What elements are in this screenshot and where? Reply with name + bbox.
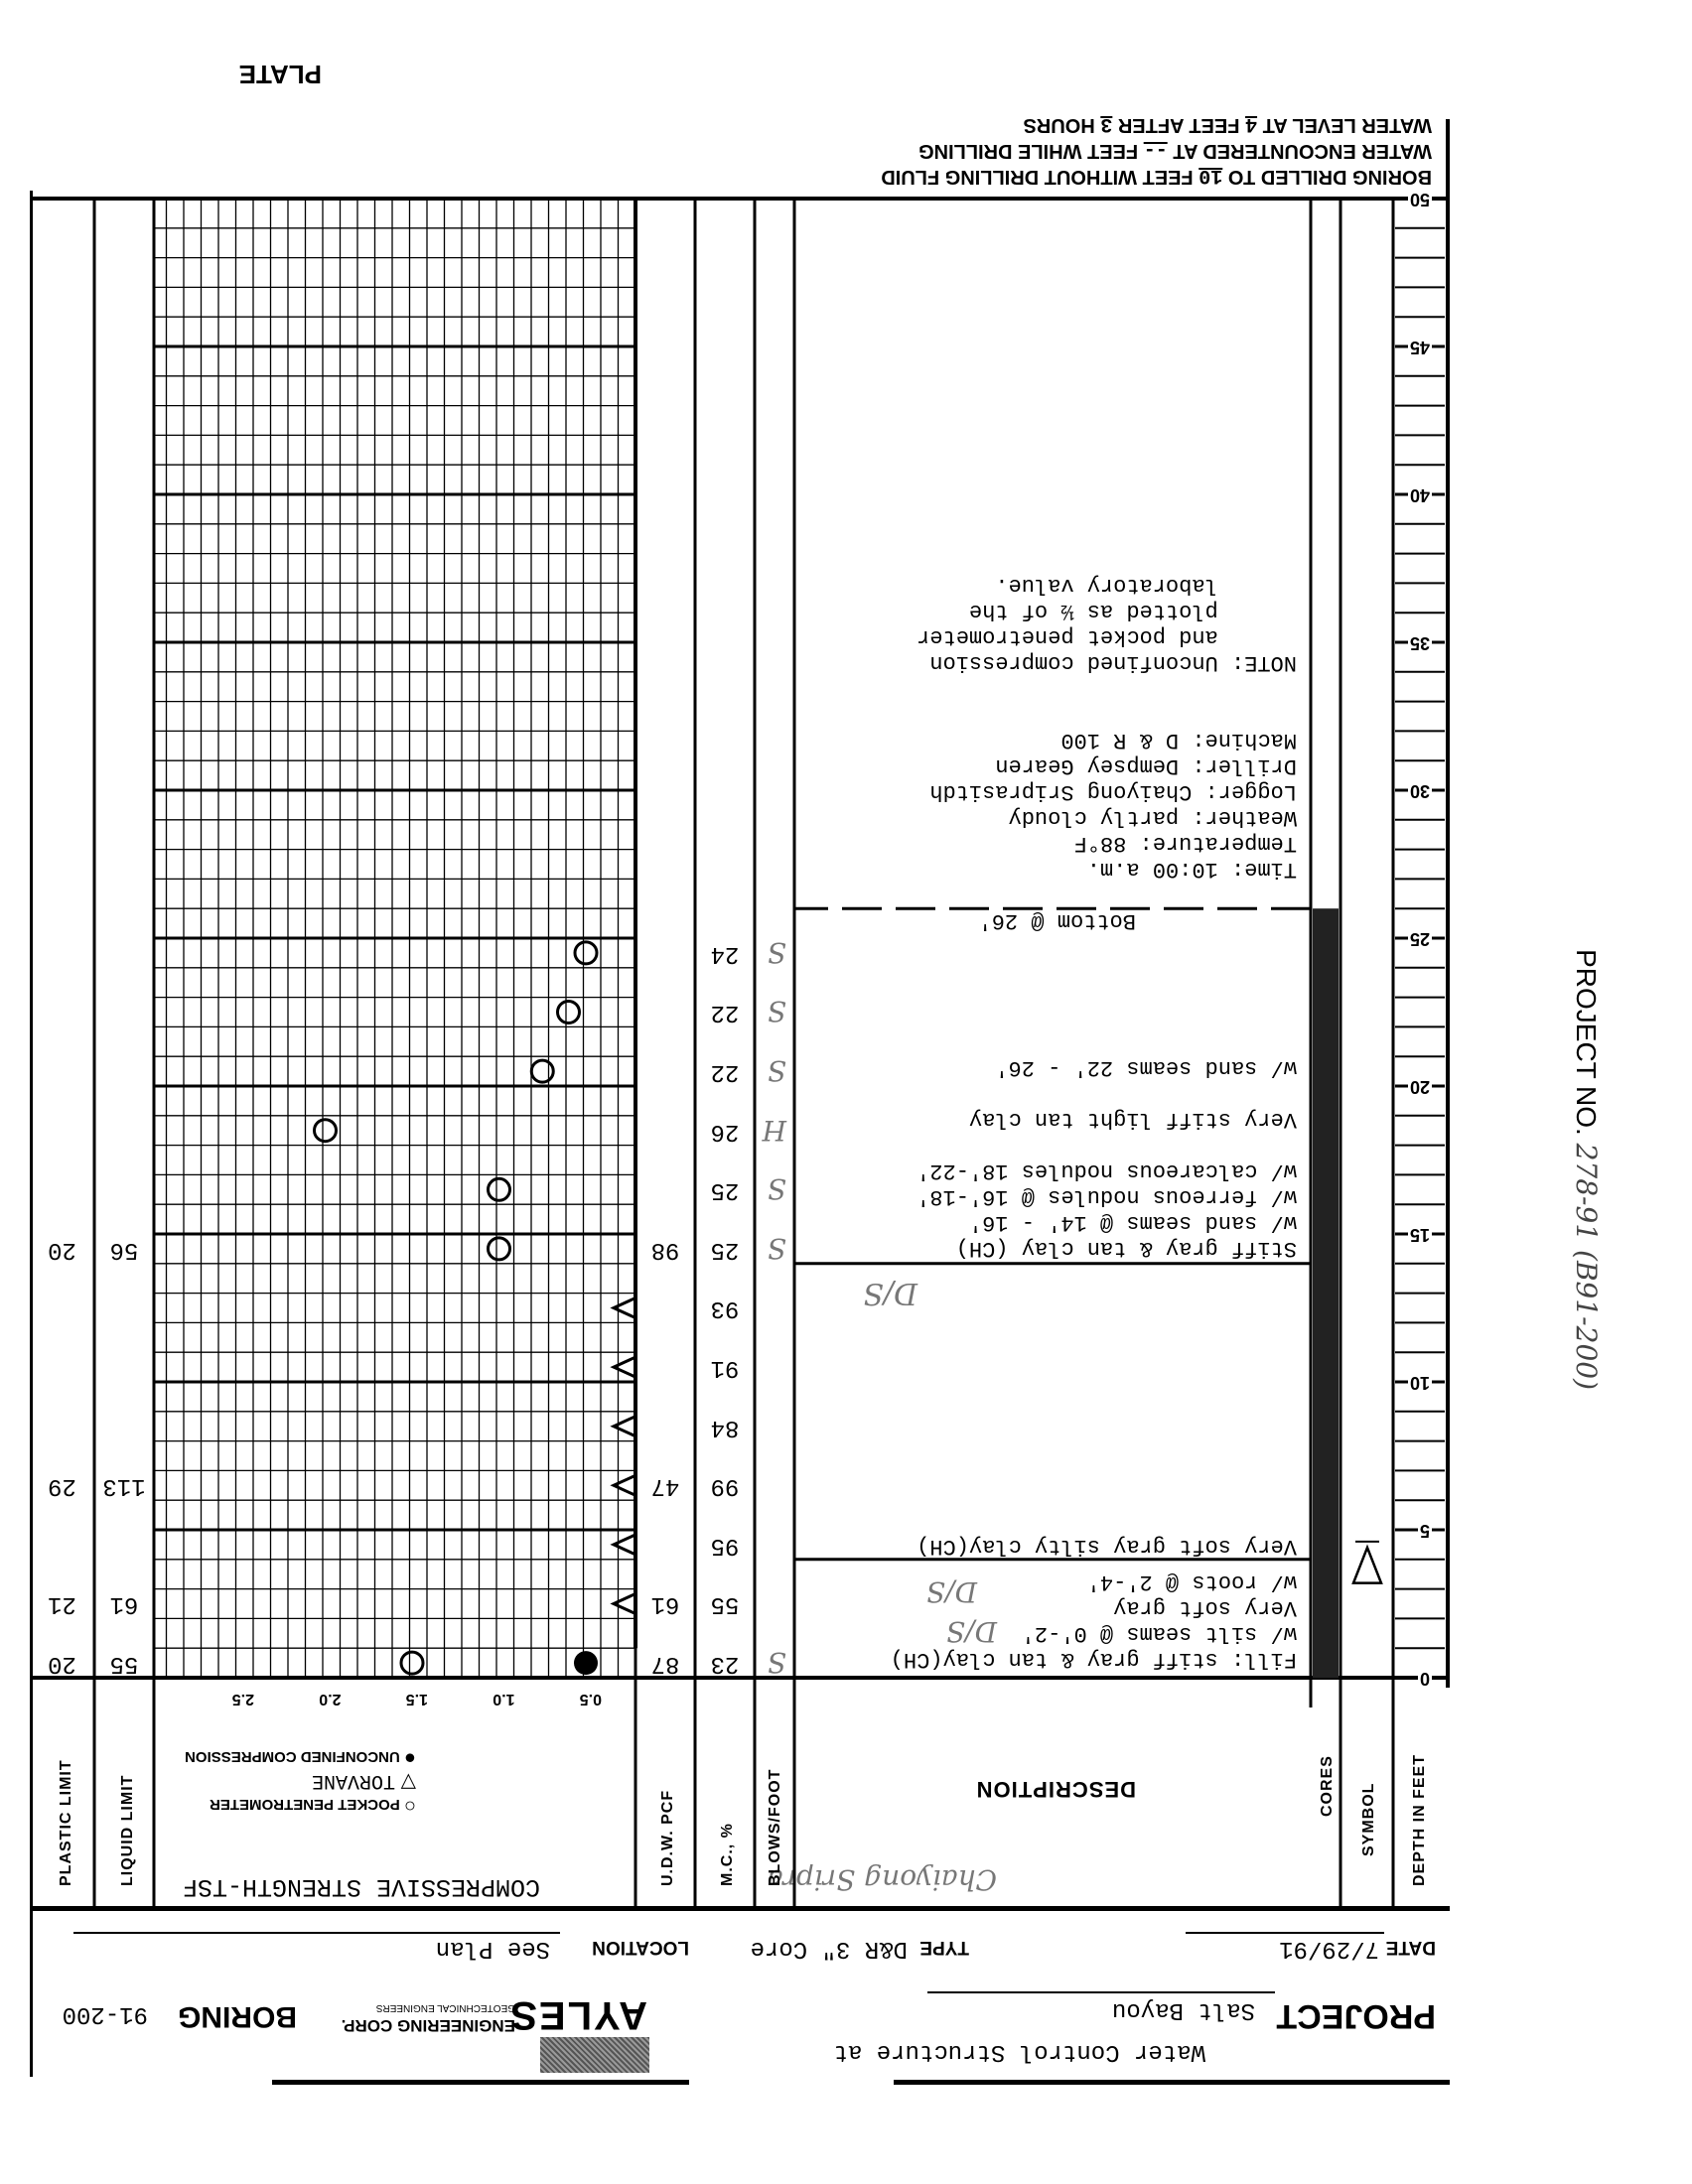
plastic-limit: 20 — [48, 1650, 76, 1678]
plastic-limit: 20 — [48, 1235, 76, 1263]
blows-sample-type: S — [767, 995, 786, 1028]
core-recovery-bar — [1313, 908, 1339, 1678]
project-label: PROJECT — [1276, 1997, 1436, 2035]
moisture-content: 23 — [710, 1650, 740, 1678]
project-line1: Water Control Structure at — [833, 2038, 1205, 2065]
moisture-content: 25 — [710, 1235, 740, 1263]
triangle-down-icon: ▽ — [400, 1771, 416, 1793]
moisture-content: 91 — [710, 1354, 740, 1382]
stratum-bottom: Bottom @ 26' — [978, 908, 1136, 933]
open-circle-icon: ○ — [403, 1795, 416, 1817]
pocket-penetrometer-point — [489, 1238, 510, 1260]
strength-tick-label: 0.5 — [579, 1691, 602, 1707]
depth-tick-label: 10 — [1409, 1373, 1430, 1393]
depth-tick-label: 0 — [1419, 1669, 1430, 1689]
stratum-silty-clay: Very soft gray silty clay(CH) — [916, 1534, 1297, 1559]
liquid-limit: 56 — [109, 1235, 139, 1263]
handwritten-note: D/S — [925, 1575, 977, 1608]
pocket-penetrometer-point — [401, 1652, 423, 1674]
heading-plastic-limit: PLASTIC LIMIT — [58, 1759, 74, 1886]
blows-sample-type: S — [767, 1646, 786, 1680]
date-label: DATE — [1385, 1937, 1436, 1958]
pocket-penetrometer-point — [558, 1002, 580, 1024]
blows-sample-type: S — [767, 1054, 786, 1088]
unit-dry-weight: 98 — [650, 1235, 680, 1263]
moisture-content: 93 — [710, 1295, 740, 1322]
moisture-content: 25 — [710, 1176, 740, 1204]
date-value: 7/29/91 — [1279, 1935, 1379, 1962]
unit-dry-weight: 87 — [650, 1650, 680, 1678]
water-info — [881, 111, 1432, 189]
moisture-content: 22 — [710, 999, 740, 1026]
depth-tick-label: 15 — [1409, 1225, 1430, 1245]
handwritten-note: D/S — [945, 1615, 997, 1648]
heading-description: DESCRIPTION — [975, 1777, 1136, 1802]
blows-sample-type: H — [762, 1113, 786, 1147]
plastic-limit: 21 — [48, 1590, 76, 1618]
depth-tick-label: 45 — [1409, 338, 1430, 357]
water-line-1: BORING DRILLED TO 10 FEET WITHOUT DRILLING FLUID — [881, 164, 1432, 188]
moisture-content: 22 — [710, 1058, 740, 1086]
depth-tick-label: 20 — [1409, 1077, 1430, 1097]
pocket-penetrometer-point — [575, 942, 597, 964]
heading-strength: COMPRESSIVE STRENGTH-TSF — [182, 1872, 540, 1901]
water-level-triangle-icon — [1353, 1548, 1381, 1583]
heading-cores: CORES — [1319, 1755, 1336, 1817]
legend-pocket: ○ POCKET PENETROMETER — [210, 1795, 416, 1817]
unit-dry-weight: 61 — [650, 1590, 680, 1618]
water-line-2: WATER ENCOUNTERED AT -- FEET WHILE DRILLING — [918, 138, 1432, 162]
blows-sample-type: S — [767, 935, 786, 969]
company-sub: GEOTECHNICAL ENGINEERS — [375, 2002, 515, 2013]
logger-signature: Chaiyong Sripra — [766, 1863, 997, 1896]
depth-tick-label: 30 — [1409, 781, 1430, 801]
moisture-content: 84 — [710, 1413, 740, 1440]
strength-tick-label: 2.5 — [231, 1691, 254, 1707]
strength-tick-label: 1.5 — [405, 1691, 428, 1707]
type-value: D&R 3" Core — [750, 1935, 908, 1962]
boring-label: BORING — [178, 2000, 297, 2033]
company-name: ENGINEERING CORP. — [341, 2016, 515, 2035]
water-line-3: WATER LEVEL AT 4 FEET AFTER 3 HOURS — [1023, 112, 1432, 136]
field-notes: Time: 10:00 a.m. Temperature: 88°F Weather: partly cloudy Logger: Chaiyong Sriprasitdh Driller: Dempsey Gearen Machine: D & R 100 NOTE: Unconfined compression and pocket penetrometer plotted as ½ of the laboratory value. — [916, 573, 1297, 882]
liquid-limit: 113 — [102, 1472, 146, 1500]
depth-tick-label: 50 — [1409, 190, 1430, 209]
torvane-point — [614, 1298, 635, 1318]
pocket-penetrometer-point — [531, 1060, 553, 1082]
filled-circle-icon: ● — [403, 1747, 416, 1769]
unconfined-compression-point — [574, 1651, 598, 1675]
heading-liquid-limit: LIQUID LIMIT — [119, 1774, 136, 1886]
handwritten-note: D/S — [863, 1276, 917, 1310]
pocket-penetrometer-point — [489, 1178, 510, 1200]
heading-symbol: SYMBOL — [1360, 1782, 1377, 1856]
depth-tick-label: 25 — [1409, 929, 1430, 949]
torvane-point — [614, 1594, 635, 1614]
legend-unconfined: ● UNCONFINED COMPRESSION — [185, 1747, 416, 1769]
stratum-stiff-clay: Stiff gray & tan clay (CH) w/ sand seams @ 14' - 16' w/ ferreous nodules @ 16'-18' w/ calcareous nodules 18'-22' Very stiff light tan clay w/ sand seams 22' - 26' — [916, 1055, 1297, 1261]
liquid-limit: 61 — [109, 1590, 139, 1618]
moisture-content: 55 — [710, 1590, 740, 1618]
depth-tick-label: 40 — [1409, 485, 1430, 505]
depth-tick-label: 5 — [1419, 1521, 1430, 1541]
stratum-fill: Fill: stiff gray & tan clay(CH) w/ silt seams @ 0'-2' Very soft gray w/ roots @ 2'-4' — [890, 1570, 1297, 1672]
torvane-point — [614, 1417, 635, 1436]
legend-torvane: ▽ TORVANE — [312, 1769, 416, 1793]
moisture-content: 26 — [710, 1117, 740, 1145]
moisture-content: 24 — [710, 939, 740, 967]
torvane-point — [614, 1357, 635, 1377]
heading-udw: U.D.W. PCF — [659, 1789, 676, 1886]
torvane-point — [614, 1535, 635, 1555]
pocket-penetrometer-point — [315, 1120, 337, 1142]
boring-value: 91-200 — [62, 2000, 148, 2027]
strength-tick-label: 2.0 — [319, 1691, 342, 1707]
plastic-limit: 29 — [48, 1472, 76, 1500]
blows-sample-type: S — [767, 1172, 786, 1206]
depth-tick-label: 35 — [1409, 633, 1430, 653]
moisture-content: 99 — [710, 1472, 740, 1500]
liquid-limit: 55 — [109, 1650, 139, 1678]
company-logo-text: AYLES — [504, 1992, 651, 2037]
project-no: PROJECT NO. 278-91 (B91-200) — [1570, 949, 1603, 1390]
heading-mc: M.C., % — [719, 1823, 736, 1886]
torvane-point — [614, 1475, 635, 1495]
project-line2: Salt Bayou — [1111, 1996, 1255, 2023]
location-label: LOCATION — [592, 1937, 689, 1958]
location-value: See Plan — [435, 1935, 550, 1962]
project-no-value: 278-91 (B91-200) — [1570, 1143, 1603, 1390]
unit-dry-weight: 47 — [650, 1472, 680, 1500]
heading-depth: DEPTH IN FEET — [1411, 1753, 1428, 1886]
moisture-content: 95 — [710, 1531, 740, 1559]
type-label: TYPE — [919, 1937, 969, 1958]
blows-sample-type: S — [767, 1231, 786, 1265]
plate-label: PLATE — [238, 60, 322, 89]
heading-blows: BLOWS/FOOT — [767, 1768, 783, 1886]
strength-tick-label: 1.0 — [493, 1691, 515, 1707]
